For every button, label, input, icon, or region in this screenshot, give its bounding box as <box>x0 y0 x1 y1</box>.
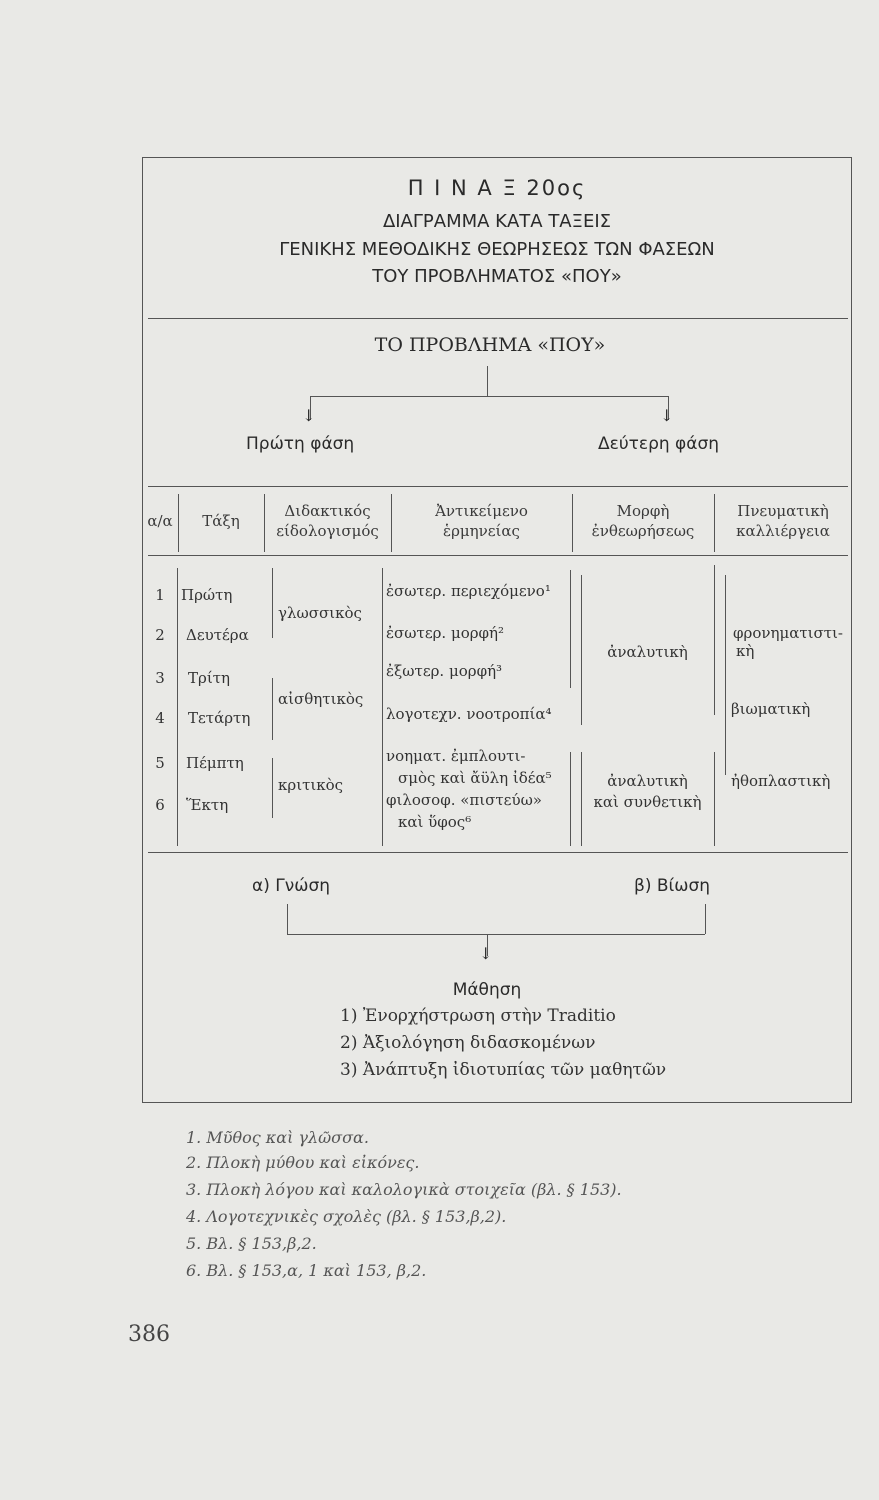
table-top-rule <box>148 486 848 487</box>
header-cultivation-1: Πνευματικὴ <box>737 502 829 520</box>
row-num: 6 <box>155 796 165 814</box>
table-bottom-rule <box>148 852 848 853</box>
class-name: Πέμπτη <box>186 754 244 772</box>
arrow-down-icon: ↓ <box>302 406 316 425</box>
header-num: α/α <box>147 512 173 530</box>
footnote: 5. Βλ. § 153,β,2. <box>186 1234 317 1253</box>
cultivation-type: φρονηματιστι- <box>733 624 844 642</box>
didactic-type: κριτικὸς <box>278 776 344 794</box>
header-form-2: ἐνθεωρήσεως <box>591 522 695 540</box>
object-text: καὶ ὕφος⁶ <box>398 813 472 831</box>
footnote: 6. Βλ. § 153,α, 1 καὶ 153, β,2. <box>186 1261 427 1280</box>
body-rule-object-right <box>570 752 571 846</box>
header-didactic-1: Διδακτικός <box>284 502 371 520</box>
class-name: Ἕκτη <box>186 796 229 814</box>
arrow-down-icon: ↓ <box>660 406 674 425</box>
body-rule-object <box>382 568 383 846</box>
body-rule-object-right <box>570 570 571 688</box>
row-num: 2 <box>155 626 165 644</box>
knowledge-label: α) Γνώση <box>252 876 330 896</box>
row-num: 5 <box>155 754 165 772</box>
header-object-1: Ἀντικείμενο <box>435 502 528 520</box>
object-text: φιλοσοφ. «πιστεύω» <box>386 791 542 809</box>
cultivation-type: κὴ <box>736 642 755 660</box>
title-line-3: ΤΟΥ ΠΡΟΒΛΗΜΑΤΟΣ «ΠΟΥ» <box>372 266 622 287</box>
body-rule-didactic <box>272 758 273 818</box>
body-rule-didactic <box>272 568 273 638</box>
first-phase: Πρώτη φάση <box>246 434 355 454</box>
object-text: σμὸς καὶ ἄϋλη ἰδέα⁵ <box>398 769 552 787</box>
class-name: Πρώτη <box>181 586 233 604</box>
form-type: ἀναλυτικὴ <box>607 643 688 661</box>
body-rule-cultivation-inner <box>725 575 726 775</box>
branch-line <box>310 396 668 397</box>
body-rule-cultivation <box>714 752 715 846</box>
title-line-1: ΔΙΑΓΡΑΜΜΑ ΚΑΤΑ ΤΑΞΕΙΣ <box>382 211 612 232</box>
title-line-2: ΓΕΝΙΚΗΣ ΜΕΘΟΔΙΚΗΣ ΘΕΩΡΗΣΕΩΣ ΤΩΝ ΦΑΣΕΩΝ <box>279 239 715 260</box>
experience-label: β) Βίωση <box>634 876 711 896</box>
root-stem <box>487 366 488 396</box>
knowledge-stem <box>287 904 288 934</box>
learning-item: 3) Ἀνάπτυξη ἰδιοτυπίας τῶν μαθητῶν <box>340 1060 667 1080</box>
title-divider <box>148 318 848 319</box>
experience-stem <box>705 904 706 934</box>
header-class: Τάξη <box>202 512 240 530</box>
learning-item: 2) Ἀξιολόγηση διδασκομένων <box>340 1033 596 1053</box>
header-object-2: ἑρμηνείας <box>443 522 520 540</box>
object-text: λογοτεχν. νοοτροπία⁴ <box>386 705 552 723</box>
object-text: ἐσωτερ. μορφή² <box>386 624 505 642</box>
header-cultivation-2: καλλιέργεια <box>736 522 830 540</box>
object-text: ἐξωτερ. μορφή³ <box>386 662 503 680</box>
learning-label: Μάθηση <box>452 980 522 1000</box>
footnote: 2. Πλοκὴ μύθου καὶ εἰκόνες. <box>186 1153 420 1172</box>
second-phase: Δεύτερη φάση <box>598 434 720 454</box>
body-rule-cultivation <box>714 565 715 715</box>
object-text: ἐσωτερ. περιεχόμενο¹ <box>386 582 551 600</box>
didactic-type: αἰσθητικὸς <box>278 690 364 708</box>
class-name: Τρίτη <box>188 669 230 687</box>
row-num: 1 <box>155 586 165 604</box>
form-type: καὶ συνθετικὴ <box>593 793 702 811</box>
footnote: 1. Μῦθος καὶ γλῶσσα. <box>186 1128 369 1147</box>
footnote: 3. Πλοκὴ λόγου καὶ καλολογικὰ στοιχεῖα (βλ. § 153). <box>186 1180 622 1199</box>
form-type: ἀναλυτικὴ <box>607 772 688 790</box>
row-num: 3 <box>155 669 165 687</box>
row-num: 4 <box>155 709 165 727</box>
header-didactic-2: είδολογισμός <box>276 522 379 540</box>
table-number: Π Ι Ν Α Ξ 20ος <box>407 176 587 200</box>
class-name: Δευτέρα <box>186 626 249 644</box>
cultivation-type: ἠθοπλαστικὴ <box>731 772 831 790</box>
didactic-type: γλωσσικὸς <box>278 604 362 622</box>
arrow-down-icon: ↓ <box>479 944 493 963</box>
header-bottom-rule <box>148 555 848 556</box>
footnote: 4. Λογοτεχνικὲς σχολὲς (βλ. § 153,β,2). <box>186 1207 507 1226</box>
body-rule-class <box>177 568 178 846</box>
learning-item: 1) Ἐνορχήστρωση στὴν Traditio <box>340 1006 616 1026</box>
object-text: νοηματ. ἐμπλουτι- <box>386 747 526 765</box>
merge-line <box>287 934 705 935</box>
cultivation-type: βιωματικὴ <box>731 700 811 718</box>
body-rule-didactic <box>272 678 273 740</box>
problem-root: ΤΟ ΠΡΟΒΛΗΜΑ «ΠΟΥ» <box>374 334 606 356</box>
page-number: 386 <box>128 1322 170 1347</box>
header-form-1: Μορφὴ <box>616 502 670 520</box>
class-name: Τετάρτη <box>188 709 251 727</box>
